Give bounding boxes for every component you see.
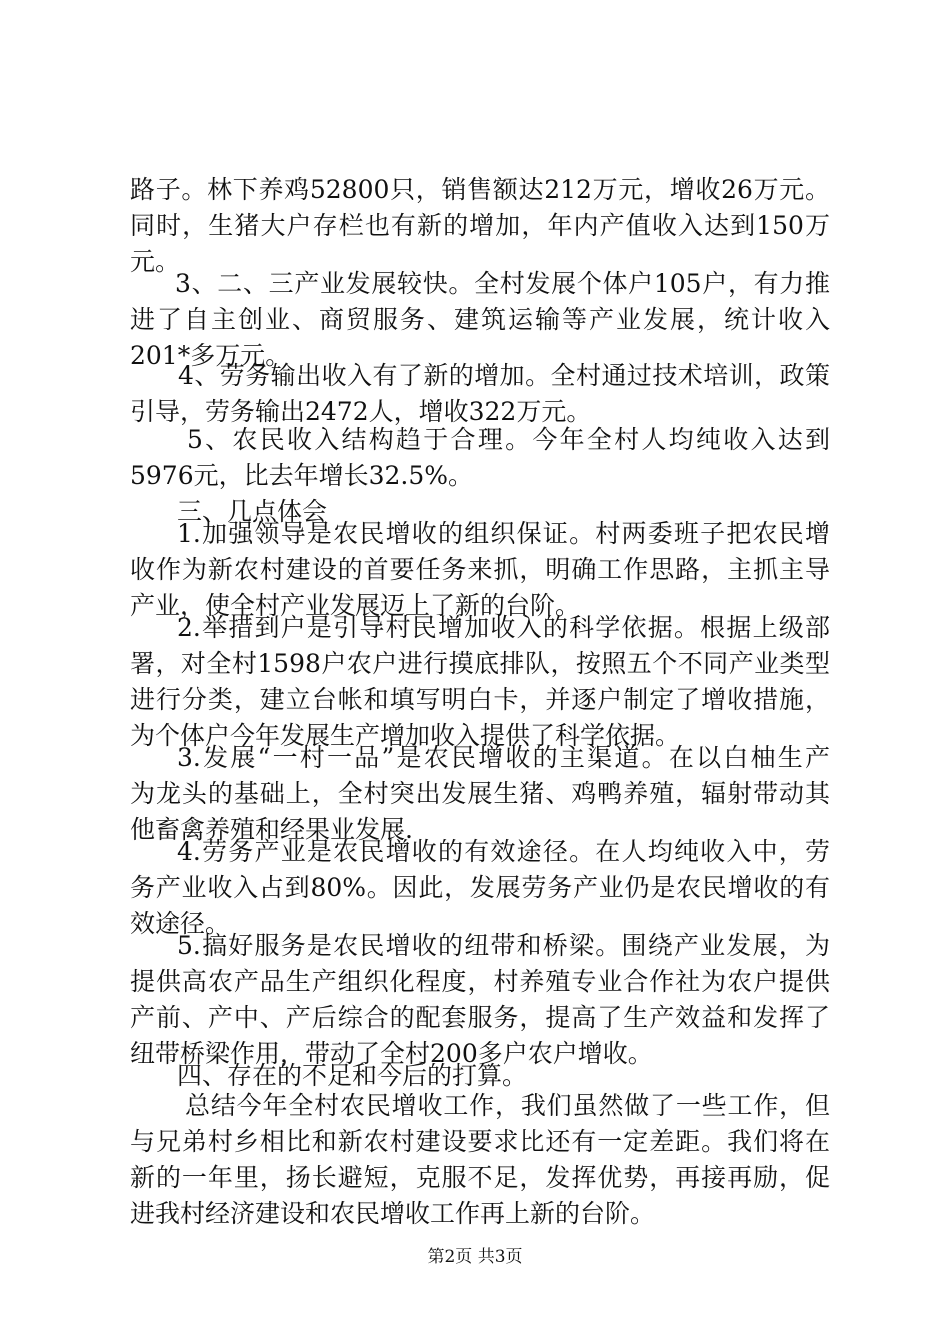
text-line: 5976元，比去年增长32.5%。 [130, 461, 474, 490]
text-line: 新的一年里，扬长避短，克服不足，发挥优势，再接再励，促 [130, 1163, 830, 1192]
section-heading: 三、几点体会 [177, 497, 328, 526]
section-heading: 四、存在的不足和今后的打算。 [177, 1061, 528, 1090]
text-line: 3、二、三产业发展较快。全村发展个体户105户，有力推 [175, 269, 830, 298]
text-line: 为个体户今年发展生产增加收入提供了科学依据。 [130, 721, 681, 750]
text-line: 进行分类，建立台帐和填写明白卡，并逐户制定了增收措施， [130, 685, 830, 714]
text-line: 他畜禽养殖和经果业发展. [130, 815, 413, 844]
text-line: 产前、产中、产后综合的配套服务，提高了生产效益和发挥了 [130, 1003, 830, 1032]
text-line: 效途径。 [130, 909, 231, 938]
text-line: 提供高农产品生产组织化程度，村养殖专业合作社为农户提供 [130, 967, 830, 996]
text-line: 务产业收入占到80%。因此，发展劳务产业仍是农民增收的有 [130, 873, 830, 902]
text-line: 引导，劳务输出2472人，增收322万元。 [130, 397, 592, 426]
text-line: 总结今年全村农民增收工作，我们虽然做了一些工作，但 [185, 1091, 830, 1120]
text-line: 进我村经济建设和农民增收工作再上新的台阶。 [130, 1199, 656, 1228]
text-line: 与兄弟村乡相比和新农村建设要求比还有一定差距。我们将在 [130, 1127, 830, 1156]
text-line: 同时，生猪大户存栏也有新的增加，年内产值收入达到150万 [130, 211, 830, 240]
text-line: 5.搞好服务是农民增收的纽带和桥梁。围绕产业发展，为 [177, 931, 830, 960]
text-line: 纽带桥梁作用，带动了全村200多户农户增收。 [130, 1039, 653, 1068]
text-line: 收作为新农村建设的首要任务来抓，明确工作思路，主抓主导 [130, 555, 830, 584]
text-line: 4.劳务产业是农民增收的有效途径。在人均纯收入中，劳 [177, 837, 830, 866]
page-number-footer: 第2页 共3页 [427, 1247, 523, 1267]
text-line: 201*多万元。 [130, 341, 291, 370]
text-line: 路子。林下养鸡52800只，销售额达212万元，增收26万元。 [130, 175, 830, 204]
text-line: 署，对全村1598户农户进行摸底排队，按照五个不同产业类型 [130, 649, 830, 678]
text-line: 进了自主创业、商贸服务、建筑运输等产业发展，统计收入 [130, 305, 830, 334]
text-line: 5、农民收入结构趋于合理。今年全村人均纯收入达到 [187, 425, 830, 454]
text-line: 1.加强领导是农民增收的组织保证。村两委班子把农民增 [177, 519, 830, 548]
text-line: 产业，使全村产业发展迈上了新的台阶。 [130, 591, 581, 620]
text-line: 3.发展“一村一品”是农民增收的主渠道。在以白柚生产 [177, 743, 830, 772]
text-line: 4、劳务输出收入有了新的增加。全村通过技术培训，政策 [178, 361, 830, 390]
text-line: 元。 [130, 247, 181, 276]
text-line: 2.举措到户是引导村民增加收入的科学依据。根据上级部 [177, 613, 830, 642]
text-line: 为龙头的基础上，全村突出发展生猪、鸡鸭养殖，辐射带动其 [130, 779, 830, 808]
